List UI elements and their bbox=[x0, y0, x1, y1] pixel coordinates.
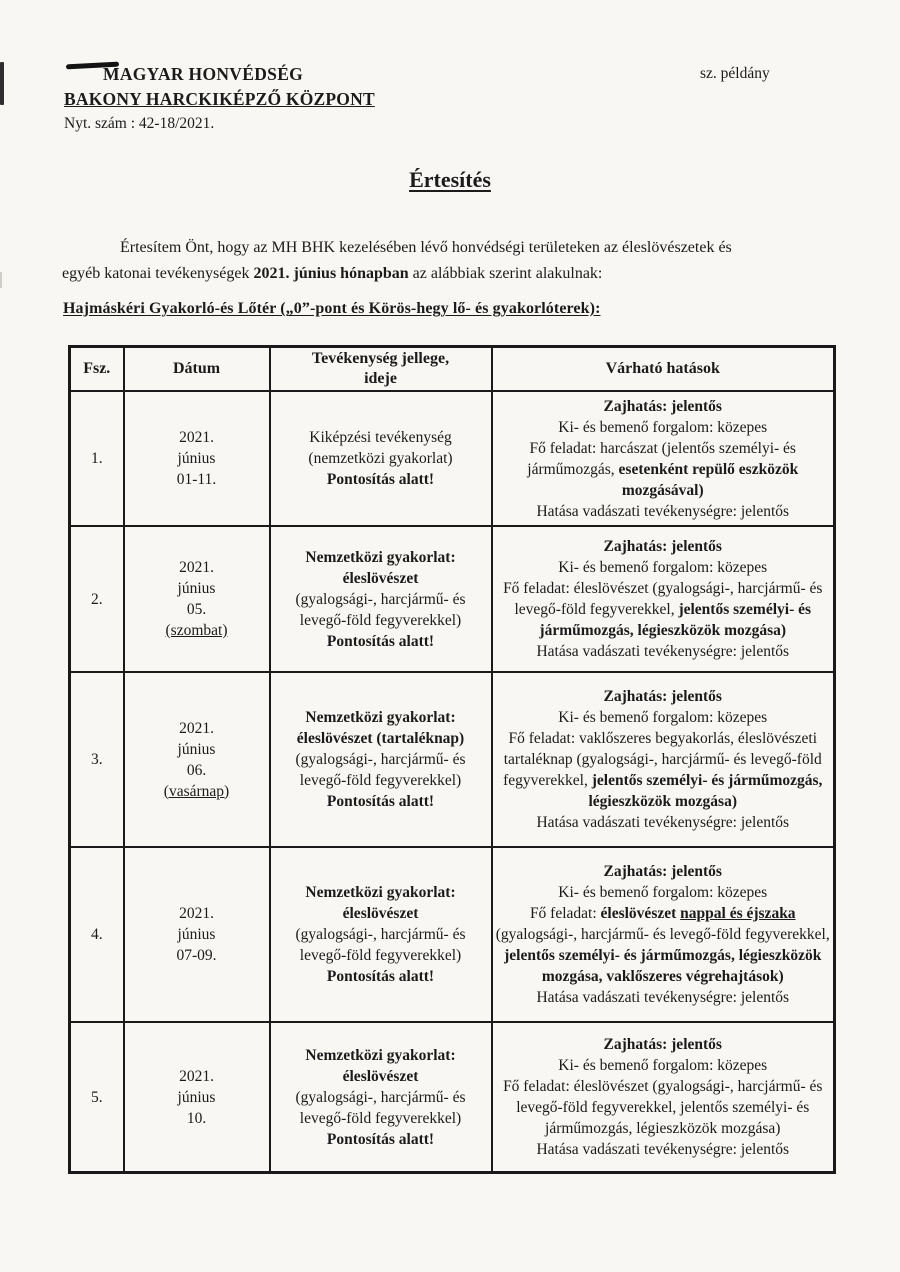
effects-line bbox=[495, 707, 832, 728]
registry-number: Nyt. szám : 42-18/2021. bbox=[64, 115, 215, 132]
effects-line bbox=[495, 578, 832, 641]
date-line bbox=[127, 1108, 267, 1129]
text-segment: Pontosítás alatt! bbox=[326, 471, 435, 488]
text-segment: (szombat) bbox=[165, 622, 228, 639]
col-header-varhato bbox=[492, 347, 835, 392]
date-line bbox=[127, 760, 267, 781]
table-header-row bbox=[70, 347, 835, 392]
schedule-table bbox=[68, 345, 836, 1174]
text-segment: ) bbox=[780, 622, 787, 639]
text-segment: jelentős személyi- és járműmozgás, légieszközök mozgása bbox=[588, 772, 823, 810]
table-row bbox=[70, 847, 835, 1022]
table-row bbox=[70, 1022, 835, 1173]
org-name-line2: BAKONY HARCKIKÉPZŐ KÖZPONT bbox=[64, 89, 375, 109]
fsz-cell: 5. bbox=[70, 1022, 124, 1173]
col-header-datum bbox=[124, 347, 270, 392]
header-line: Tevékenység jellege, bbox=[311, 350, 450, 367]
text-segment: Ki- és bemenő forgalom: közepes bbox=[558, 1057, 768, 1074]
activity-line bbox=[273, 469, 489, 490]
activity-line bbox=[273, 749, 489, 770]
activity-line bbox=[273, 1087, 489, 1108]
activity-line bbox=[273, 1066, 489, 1087]
text-segment: éleslövészet bbox=[342, 1067, 419, 1085]
activity-cell bbox=[270, 526, 492, 672]
activity-line bbox=[273, 882, 489, 903]
effects-line bbox=[495, 501, 832, 522]
date-line bbox=[127, 557, 267, 578]
effects-line bbox=[495, 417, 832, 438]
date-line bbox=[127, 578, 267, 599]
text-segment: jelentős személyi- és járműmozgás, légieszközök mozgása bbox=[539, 601, 812, 639]
text-segment: Zajhatás: jelentős bbox=[603, 1036, 722, 1053]
date-line bbox=[127, 599, 267, 620]
activity-line bbox=[273, 631, 489, 652]
text-segment: Kiképzési tevékenység bbox=[309, 429, 452, 446]
text-segment: június bbox=[177, 450, 216, 467]
date-line bbox=[127, 924, 267, 945]
effects-line bbox=[495, 396, 832, 417]
text-segment: Hatása vadászati tevékenységre: jelentős bbox=[536, 1141, 790, 1158]
scan-smudge-artifact bbox=[0, 272, 2, 288]
activity-line bbox=[273, 770, 489, 791]
range-section-heading: Hajmáskéri Gyakorló-és Lőtér („0”-pont és Körös-hegy lő- és gyakorlóterek): bbox=[63, 300, 601, 317]
text-segment: június bbox=[177, 740, 216, 758]
fsz-cell: 2. bbox=[70, 526, 124, 672]
date-cell bbox=[124, 847, 270, 1022]
activity-cell bbox=[270, 391, 492, 526]
text-segment: Zajhatás: jelentős bbox=[603, 538, 722, 555]
date-line bbox=[127, 1087, 267, 1108]
text-segment: Fő feladat: éleslövészet (gyalogsági-, harcjármű- és levegő-föld fegyverekkel, bbox=[503, 580, 823, 618]
date-line bbox=[127, 718, 267, 739]
effects-line bbox=[495, 536, 832, 557]
activity-line bbox=[273, 903, 489, 924]
text-segment: éleslövészet bbox=[600, 905, 681, 922]
text-segment: levegő-föld fegyverekkel) bbox=[299, 772, 462, 789]
text-segment: Ki- és bemenő forgalom: közepes bbox=[558, 418, 768, 436]
date-line bbox=[127, 1066, 267, 1087]
activity-line bbox=[273, 610, 489, 631]
text-segment: ) bbox=[778, 968, 784, 985]
text-segment: levegő-föld fegyverekkel) bbox=[299, 611, 462, 629]
effects-cell bbox=[492, 391, 835, 526]
text-segment: Nemzetközi gyakorlat: bbox=[305, 709, 456, 726]
activity-line bbox=[273, 547, 489, 568]
header-line: Várható hatások bbox=[605, 360, 720, 377]
text-segment: Ki- és bemenő forgalom: közepes bbox=[558, 709, 768, 726]
text-segment: (nemzetközi gyakorlat) bbox=[308, 450, 453, 467]
effects-line bbox=[495, 1139, 832, 1160]
table-row bbox=[70, 672, 835, 847]
text-segment: levegő-föld fegyverekkel) bbox=[299, 1109, 462, 1127]
text-segment: június bbox=[177, 926, 216, 943]
date-cell bbox=[124, 391, 270, 526]
date-line bbox=[127, 427, 267, 448]
text-segment: 05. bbox=[186, 601, 207, 618]
text-segment: 2021. bbox=[179, 429, 214, 446]
date-line bbox=[127, 469, 267, 490]
date-cell bbox=[124, 1022, 270, 1173]
effects-line bbox=[495, 882, 832, 903]
text-segment: Zajhatás: jelentős bbox=[603, 688, 722, 705]
text-segment: levegő-föld fegyverekkel) bbox=[299, 947, 462, 964]
effects-line bbox=[495, 557, 832, 578]
effects-cell bbox=[492, 526, 835, 672]
text-segment: éleslövészet (tartaléknap) bbox=[296, 730, 465, 747]
scan-edge-artifact bbox=[0, 62, 4, 105]
org-name-line1: MAGYAR HONVÉDSÉG bbox=[103, 64, 304, 84]
date-cell bbox=[124, 526, 270, 672]
text-segment: Nemzetközi gyakorlat: bbox=[305, 884, 456, 901]
date-line bbox=[127, 739, 267, 760]
date-line bbox=[127, 620, 267, 641]
text-segment: 07-09. bbox=[176, 947, 217, 964]
intro-bold-month: 2021. június hónapban bbox=[253, 265, 409, 282]
activity-line bbox=[273, 1108, 489, 1129]
activity-line bbox=[273, 728, 489, 749]
intro-paragraph bbox=[62, 235, 844, 287]
activity-cell bbox=[270, 1022, 492, 1173]
text-segment: június bbox=[177, 1088, 216, 1106]
text-segment: 2021. bbox=[179, 719, 214, 737]
text-segment: 10. bbox=[186, 1109, 207, 1127]
text-segment: 2021. bbox=[179, 905, 214, 922]
effects-cell bbox=[492, 847, 835, 1022]
effects-line bbox=[495, 686, 832, 707]
header-line: Dátum bbox=[172, 360, 221, 377]
text-segment: ) bbox=[731, 793, 738, 810]
fsz-cell: 3. bbox=[70, 672, 124, 847]
text-segment: Fő feladat: éleslövészet (gyalogsági-, harcjármű- és levegő-föld fegyverekkel, jelentős személyi- és járműmozgás, légieszközök mozgása) bbox=[503, 1078, 823, 1137]
effects-line bbox=[495, 903, 832, 987]
text-segment: 2021. bbox=[179, 1067, 214, 1085]
activity-cell bbox=[270, 847, 492, 1022]
text-segment: (gyalogsági-, harcjármű- és bbox=[295, 926, 466, 943]
text-segment: Ki- és bemenő forgalom: közepes bbox=[558, 559, 768, 576]
effects-line bbox=[495, 438, 832, 501]
text-segment: Zajhatás: jelentős bbox=[603, 397, 722, 415]
copy-number-label: sz. példány bbox=[700, 65, 770, 82]
activity-line bbox=[273, 791, 489, 812]
text-segment: Pontosítás alatt! bbox=[326, 968, 435, 985]
fsz-cell: 1. bbox=[70, 391, 124, 526]
text-segment: 2021. bbox=[179, 559, 214, 576]
effects-cell bbox=[492, 672, 835, 847]
text-segment: Nemzetközi gyakorlat: bbox=[305, 1046, 456, 1064]
intro-line-1: Értesítem Önt, hogy az MH BHK kezelésében lévő honvédségi területeken az éleslövészetek és bbox=[120, 239, 732, 256]
text-segment: éleslövészet bbox=[342, 569, 419, 587]
text-segment: (gyalogsági-, harcjármű- és bbox=[295, 590, 466, 608]
effects-line bbox=[495, 1034, 832, 1055]
text-segment: ) bbox=[698, 481, 704, 499]
effects-line bbox=[495, 1076, 832, 1139]
effects-line bbox=[495, 812, 832, 833]
effects-line bbox=[495, 861, 832, 882]
date-line bbox=[127, 448, 267, 469]
activity-line bbox=[273, 966, 489, 987]
text-segment: Hatása vadászati tevékenységre: jelentős bbox=[536, 989, 790, 1006]
text-segment: Fő feladat: bbox=[529, 905, 601, 922]
effects-line bbox=[495, 1055, 832, 1076]
activity-line bbox=[273, 945, 489, 966]
date-line bbox=[127, 945, 267, 966]
activity-line bbox=[273, 1129, 489, 1150]
text-segment: Pontosítás alatt! bbox=[326, 1130, 435, 1148]
header-line: Fsz. bbox=[83, 360, 111, 377]
text-segment: jelentős személyi- és járműmozgás, légieszközök mozgása, vaklőszeres végrehajtások bbox=[504, 947, 822, 985]
text-segment: Fő feladat: vaklőszeres begyakorlás, éleslövészeti tartaléknap (gyalogsági-, harcjármű- és levegő-föld fegyverekkel, bbox=[503, 730, 822, 789]
text-segment: 01-11. bbox=[176, 471, 217, 488]
table-row bbox=[70, 391, 835, 526]
activity-line bbox=[273, 707, 489, 728]
activity-line bbox=[273, 427, 489, 448]
text-segment: (gyalogsági-, harcjármű- és bbox=[295, 1088, 466, 1106]
date-line bbox=[127, 903, 267, 924]
text-segment: (vasárnap) bbox=[163, 782, 230, 800]
text-segment: Ki- és bemenő forgalom: közepes bbox=[558, 884, 768, 901]
text-segment: Pontosítás alatt! bbox=[326, 793, 435, 810]
text-segment: Pontosítás alatt! bbox=[326, 632, 435, 650]
text-segment: Hatása vadászati tevékenységre: jelentős bbox=[536, 643, 790, 660]
text-segment: éleslövészet bbox=[342, 905, 419, 922]
effects-line bbox=[495, 728, 832, 812]
text-segment: Hatása vadászati tevékenységre: jelentős bbox=[536, 814, 790, 831]
activity-cell bbox=[270, 672, 492, 847]
text-segment: (gyalogsági-, harcjármű- és bbox=[295, 751, 466, 768]
text-segment: esetenként repülő eszközök mozgásával bbox=[618, 460, 799, 499]
header-line: ideje bbox=[364, 370, 397, 387]
table-row bbox=[70, 526, 835, 672]
text-segment: Hatása vadászati tevékenységre: jelentős bbox=[536, 502, 790, 520]
intro-line-2: egyéb katonai tevékenységek 2021. június hónapban az alábbiak szerint alakulnak: bbox=[62, 265, 603, 282]
text-segment: június bbox=[177, 580, 216, 597]
text-segment: Nemzetközi gyakorlat: bbox=[305, 548, 456, 566]
activity-line bbox=[273, 589, 489, 610]
col-header-tevekenyseg bbox=[270, 347, 492, 392]
activity-line bbox=[273, 568, 489, 589]
activity-line bbox=[273, 1045, 489, 1066]
document-title: Értesítés bbox=[409, 167, 491, 192]
fsz-cell: 4. bbox=[70, 847, 124, 1022]
text-segment: Fő feladat: harcászat (jelentős személyi- és járműmozgás, bbox=[527, 439, 796, 478]
effects-cell bbox=[492, 1022, 835, 1173]
col-header-fsz bbox=[70, 347, 124, 392]
text-segment: nappal és éjszaka bbox=[680, 905, 796, 922]
text-segment: Zajhatás: jelentős bbox=[603, 863, 722, 880]
date-cell bbox=[124, 672, 270, 847]
activity-line bbox=[273, 924, 489, 945]
effects-line bbox=[495, 987, 832, 1008]
text-segment: 06. bbox=[186, 761, 207, 779]
text-segment: (gyalogsági-, harcjármű- és levegő-föld fegyverekkel, bbox=[495, 926, 830, 943]
activity-line bbox=[273, 448, 489, 469]
effects-line bbox=[495, 641, 832, 662]
date-line bbox=[127, 781, 267, 802]
